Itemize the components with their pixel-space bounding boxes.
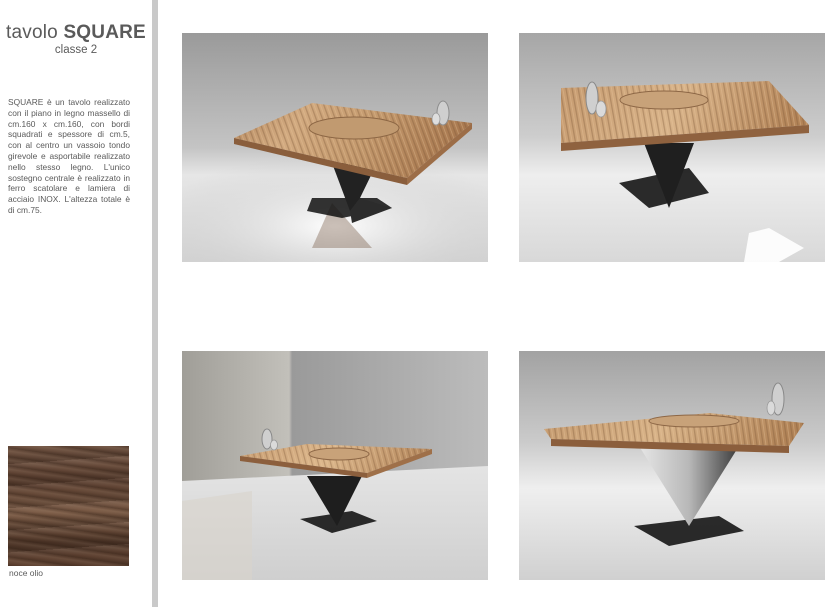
table-render-2 — [519, 33, 825, 262]
title-light: tavolo — [6, 22, 58, 43]
product-title — [6, 22, 146, 44]
info-panel — [0, 0, 152, 607]
wood-finish-swatch — [8, 446, 129, 566]
vertical-divider — [152, 0, 158, 607]
finish-label: noce olio — [9, 568, 44, 578]
product-class: classe 2 — [54, 44, 98, 56]
table-render-4 — [519, 351, 825, 580]
table-render-1 — [182, 33, 488, 262]
table-render-3 — [182, 351, 488, 580]
product-description: SQUARE è un tavolo realizzato con il piano in legno massello di cm.160 x cm.160, con bordi squadrati e spessore di cm.5, con al centro un vassoio tondo girevole e asportabile realizzato nello stesso legno. L'unico sostegno centrale è realizzato in ferro scatolare e lamiera di acciaio INOX. L'altezza totale è di cm.75. — [8, 97, 130, 215]
title-bold: SQUARE — [63, 22, 146, 43]
